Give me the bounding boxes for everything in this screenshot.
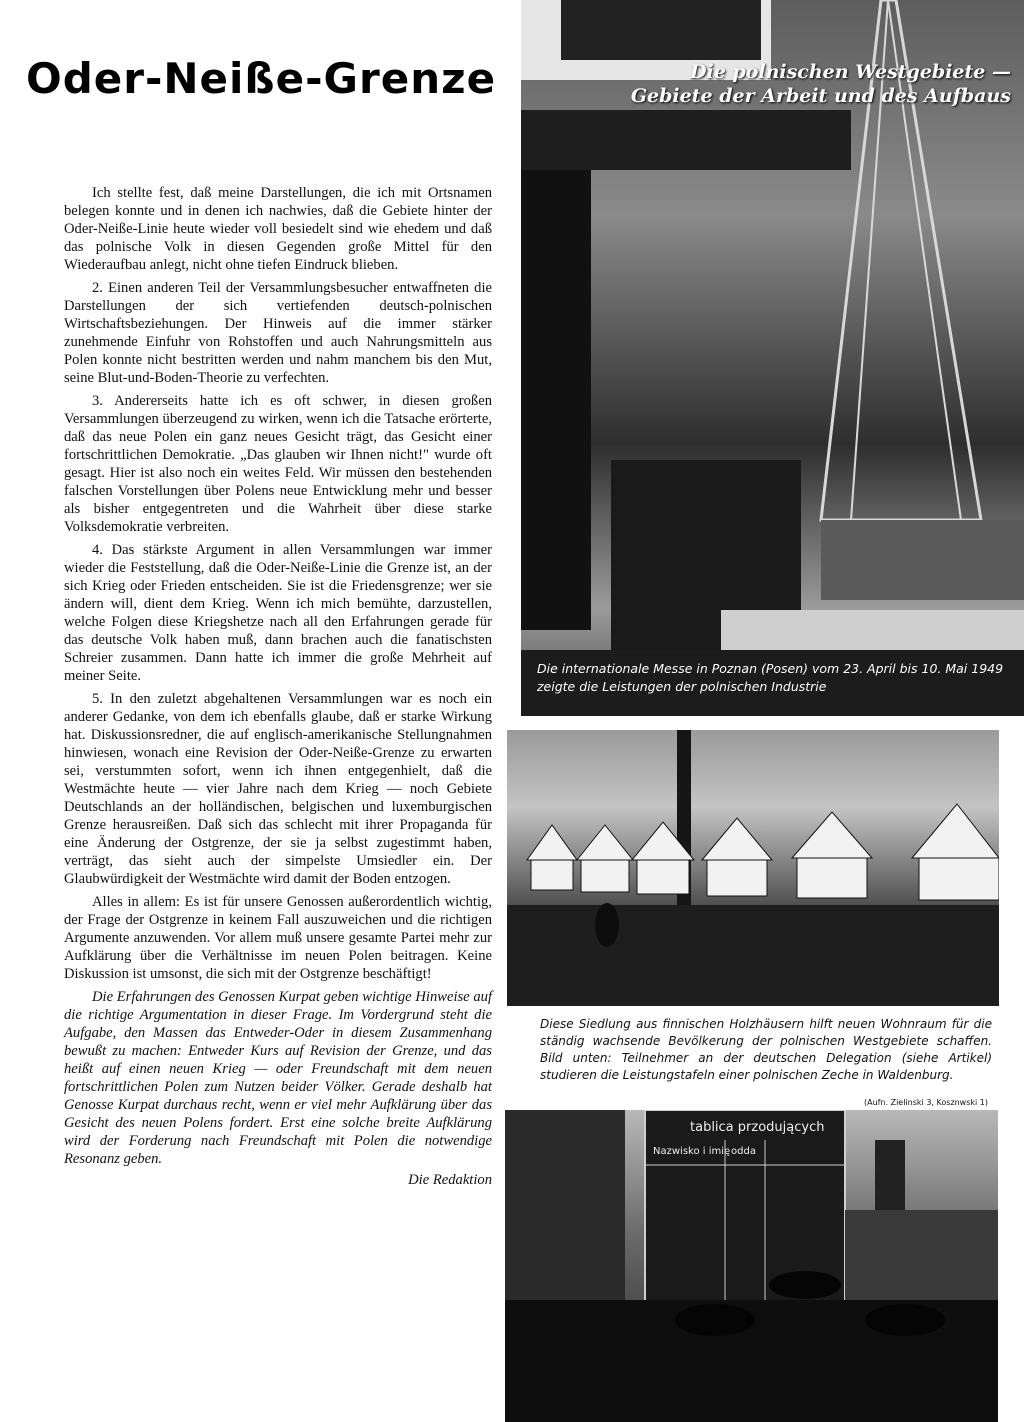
board-column-header: odda [731,1146,756,1157]
overlay-title-line: Die polnischen Westgebiete — [690,61,1011,83]
editorial-note: Die Erfahrungen des Genossen Kurpat geben wichtige Hinweise auf die richtige Argumentation in dieser Frage. Im Vordergrund steht die Aufgabe, den Massen das Entweder-Oder in diesem Zusammenhang bewußt zu machen: Entweder Kurs auf Revision der Grenze, und das heißt auf einen neuen Krieg — oder Freundschaft mit dem neuen fortschrittlichen Polen zum Nutzen beider Völker. Gerade deshalb hat Genosse Kurpat durchaus recht, wenn er viel mehr Aufklärung über das Gesicht des neuen Polens fordert. Erst eine solche breite Aufklärung wird der Forderung nach Freundschaft mit Polen die notwendige Resonanz geben. [64,989,492,1167]
settlement-caption: Diese Siedlung aus finnischen Holzhäusern hilft neuen Wohnraum für die ständig wachsende Bevölkerung der polnischen Westgebiete schaffen. Bild unten: Teilnehmer an der deutschen Delegation (siehe Artikel) studieren die Leistungstafeln einer polnischen Zeche in Waldenburg. [540,1017,992,1082]
article-paragraph: Alles in allem: Es ist für unsere Genossen außerordentlich wichtig, der Frage der Ostgrenze in keinem Fall auszuweichen und die richtigen Argumente anzuwenden. Vor allem muß unsere gesamte Partei mehr zur Aufklärung über die Verhältnisse im neuen Polen beitragen. Keine Diskussion ist umsonst, die sich mit der Ostgrenze beschäftigt! [64,894,492,982]
photo-credit: (Aufn. Zielinski 3, Kosznwski 1) [863,1098,988,1107]
board-title: tablica przodujących [690,1120,825,1135]
photo-trade-fair [521,0,1024,716]
article-paragraph: 2. Einen anderen Teil der Versammlungsbesucher entwaffneten die Darstellungen der sich vertiefenden deutsch-polnischen Wirtschaftsbeziehungen. Der Hinweis auf die immer stärker zunehmende Einfuhr von Rohstoffen und auch Nahrungsmitteln aus Polen konnte nicht bestritten werden und nahm manchem bis den Mut, seine Blut-und-Boden-Theorie zu verfechten. [64,280,492,386]
photo-settlement [507,730,999,1006]
article-title: Oder-Neiße-Grenze [26,54,497,103]
photo-mine-board [505,1110,998,1422]
overlay-title-line: Gebiete der Arbeit und des Aufbaus [630,85,1011,107]
editorial-signature: Die Redaktion [408,1172,492,1188]
article-body [64,184,492,1194]
article-paragraph: Ich stellte fest, daß meine Darstellungen, die ich mit Ortsnamen belegen konnte und in denen ich nachwies, daß die Gebiete hinter der Oder-Neiße-Linie heute wieder voll besiedelt sind wie ehedem und daß das polnische Volk in diesen Gegenden große Mittel für den Wiederaufbau anlegt, nicht ohne tiefen Eindruck blieben. [64,185,492,273]
settlement-illustration [507,730,999,1006]
article-paragraph: 5. In den zuletzt abgehaltenen Versammlungen war es noch ein anderer Gedanke, von dem ich ebenfalls glaube, daß er starke Wirkung hat. Diskussionsredner, die auf englisch-amerikanische Stellungnahmen hinwiesen, wonach eine Revision der Oder-Neiße-Grenze zu erwarten sei, verstummten sofort, wenn ich ihnen entgegenhielt, daß die Westmächte heute — vier Jahre nach dem Krieg — noch Gebiete Deutschlands an der holländischen, belgischen und luxemburgischen Grenze herausreißen. Daß sich das schlecht mit ihrer Propaganda für eine Änderung der Ostgrenze, der sie ja selbst zugestimmt haben, verträgt, das sieht auch der simpelste Umsiedler ein. Der Glaubwürdigkeit der Westmächte wird damit der Boden entzogen. [64,691,492,887]
photo-overlay-title [581,60,1011,108]
article-paragraph: 3. Andererseits hatte ich es oft schwer, in diesen großen Versammlungen überzeugend zu wirken, wenn ich die Tatsache erörterte, daß das neue Polen ein ganz neues Gesicht trägt, das Gesicht einer fortschrittlichen Demokratie. „Das glauben wir Ihnen nicht!" wurde oft gesagt. Hier ist also noch ein weites Feld. Wir müssen den bestehenden falschen Vorstellungen über Polens neue Entwicklung mehr und besser als bisher entgegentreten und die Wahrheit über diese starke Volksdemokratie verbreiten. [64,393,492,535]
board-column-header: Nazwisko i imię [653,1146,731,1157]
article-paragraph: 4. Das stärkste Argument in allen Versammlungen war immer wieder die Feststellung, daß die Oder-Neiße-Linie die Grenze ist, an der sich Krieg oder Frieden entscheiden. Sie ist die Friedensgrenze; wer sie ändern will, dient dem Krieg. Wenn ich mich bemühte, darzustellen, welche Folgen diese Kriegshetze nach all den Erfahrungen gerade für das deutsche Volk haben muß, dann brachen auch die fanatischsten Schreier zusammen. Dann hatte ich immer die große Mehrheit auf meiner Seite. [64,542,492,684]
photo-caption: Die internationale Messe in Poznan (Posen) vom 23. April bis 10. Mai 1949 zeigte die Leistungen der polnischen Industrie [537,661,1004,694]
